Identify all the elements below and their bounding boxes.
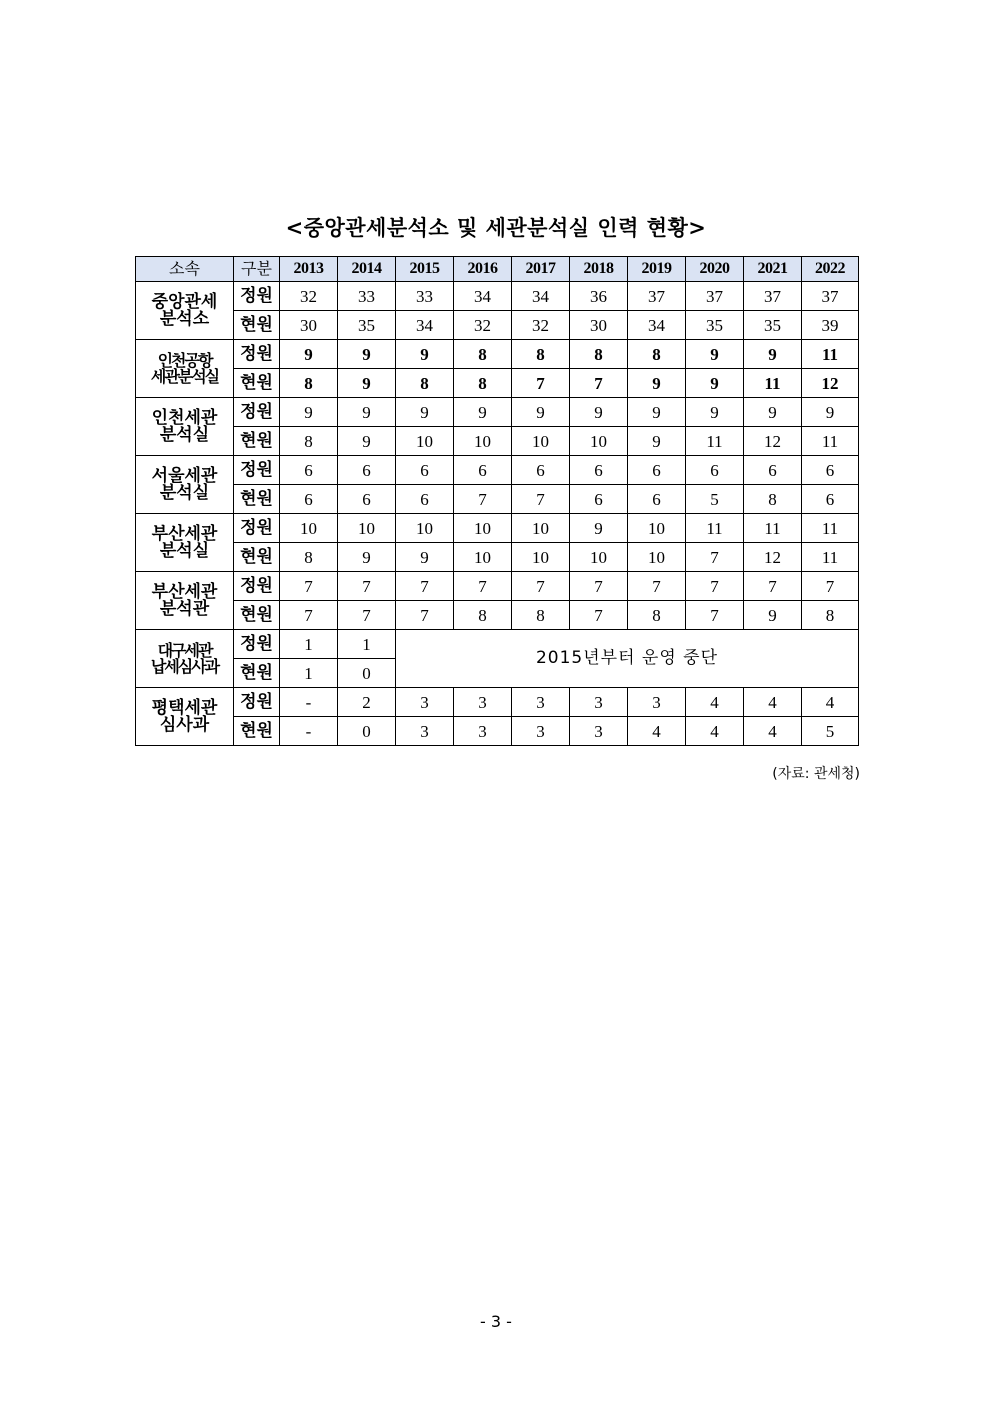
value-cell: 4: [686, 688, 744, 717]
header-year: 2013: [280, 257, 338, 282]
value-cell: 4: [744, 688, 802, 717]
value-cell: 9: [280, 398, 338, 427]
value-cell: 8: [454, 369, 512, 398]
value-cell: 36: [570, 282, 628, 311]
value-cell: 5: [802, 717, 859, 746]
table-row: [136, 282, 859, 311]
value-cell: 3: [396, 717, 454, 746]
value-cell: 34: [512, 282, 570, 311]
table-row: [136, 398, 859, 427]
value-cell: 7: [280, 572, 338, 601]
value-cell: 9: [686, 340, 744, 369]
value-cell: 10: [512, 427, 570, 456]
table-row: [136, 688, 859, 717]
value-cell: 11: [802, 543, 859, 572]
value-cell: 7: [570, 369, 628, 398]
discontinued-note: 2015년부터 운영 중단: [396, 630, 859, 688]
actual-label-cell: 현원: [234, 369, 280, 398]
table-row: [136, 427, 859, 456]
value-cell: 32: [454, 311, 512, 340]
quota-label-cell: 정원: [234, 340, 280, 369]
value-cell: 1: [280, 659, 338, 688]
value-cell: 11: [686, 514, 744, 543]
value-cell: 10: [628, 543, 686, 572]
value-cell: 37: [628, 282, 686, 311]
value-cell: 11: [802, 514, 859, 543]
actual-label-cell: 현원: [234, 485, 280, 514]
quota-label-cell: 정원: [234, 456, 280, 485]
value-cell: 6: [570, 485, 628, 514]
value-cell: 39: [802, 311, 859, 340]
value-cell: 9: [686, 369, 744, 398]
table-row: [136, 543, 859, 572]
value-cell: 7: [628, 572, 686, 601]
value-cell: 3: [570, 688, 628, 717]
value-cell: 10: [454, 427, 512, 456]
value-cell: 6: [280, 485, 338, 514]
value-cell: 7: [512, 485, 570, 514]
quota-label-cell: 정원: [234, 514, 280, 543]
value-cell: 9: [338, 543, 396, 572]
value-cell: 37: [744, 282, 802, 311]
actual-label-cell: 현원: [234, 543, 280, 572]
actual-label-cell: 현원: [234, 659, 280, 688]
value-cell: 33: [396, 282, 454, 311]
value-cell: 6: [686, 456, 744, 485]
table-row: [136, 456, 859, 485]
org-name-cell: 중앙관세 분석소: [136, 282, 234, 340]
quota-label-cell: 정원: [234, 572, 280, 601]
header-row: [136, 257, 859, 282]
value-cell: 32: [512, 311, 570, 340]
value-cell: 7: [744, 572, 802, 601]
table-row: [136, 485, 859, 514]
header-year: 2018: [570, 257, 628, 282]
value-cell: 9: [512, 398, 570, 427]
value-cell: -: [280, 717, 338, 746]
value-cell: 2: [338, 688, 396, 717]
value-cell: 3: [454, 688, 512, 717]
header-kind: 구분: [234, 257, 280, 282]
header-year: 2016: [454, 257, 512, 282]
value-cell: 6: [570, 456, 628, 485]
header-year: 2021: [744, 257, 802, 282]
value-cell: 6: [744, 456, 802, 485]
value-cell: 10: [512, 514, 570, 543]
value-cell: 3: [628, 688, 686, 717]
value-cell: 7: [802, 572, 859, 601]
value-cell: 8: [454, 601, 512, 630]
value-cell: 7: [396, 601, 454, 630]
value-cell: 10: [280, 514, 338, 543]
value-cell: 11: [802, 340, 859, 369]
value-cell: 4: [686, 717, 744, 746]
table-row: [136, 717, 859, 746]
actual-label-cell: 현원: [234, 311, 280, 340]
value-cell: 35: [686, 311, 744, 340]
value-cell: 37: [686, 282, 744, 311]
value-cell: 6: [396, 456, 454, 485]
value-cell: 9: [338, 369, 396, 398]
value-cell: 33: [338, 282, 396, 311]
value-cell: 9: [570, 398, 628, 427]
quota-label-cell: 정원: [234, 688, 280, 717]
value-cell: 30: [280, 311, 338, 340]
quota-label-cell: 정원: [234, 630, 280, 659]
value-cell: 9: [454, 398, 512, 427]
value-cell: 9: [338, 398, 396, 427]
source-note: (자료: 관세청): [772, 766, 860, 782]
header-year: 2015: [396, 257, 454, 282]
value-cell: 7: [512, 572, 570, 601]
org-name-cell: 서울세관 분석실: [136, 456, 234, 514]
value-cell: 6: [512, 456, 570, 485]
value-cell: 9: [338, 340, 396, 369]
value-cell: 8: [396, 369, 454, 398]
value-cell: 10: [628, 514, 686, 543]
value-cell: 6: [338, 485, 396, 514]
value-cell: -: [280, 688, 338, 717]
value-cell: 8: [744, 485, 802, 514]
value-cell: 7: [454, 572, 512, 601]
value-cell: 0: [338, 659, 396, 688]
value-cell: 30: [570, 311, 628, 340]
org-name-cell: 인천세관 분석실: [136, 398, 234, 456]
value-cell: 11: [802, 427, 859, 456]
staffing-table: [135, 256, 859, 746]
value-cell: 10: [512, 543, 570, 572]
value-cell: 8: [280, 543, 338, 572]
table-row: [136, 572, 859, 601]
value-cell: 7: [686, 543, 744, 572]
value-cell: 12: [744, 427, 802, 456]
value-cell: 7: [686, 572, 744, 601]
value-cell: 1: [280, 630, 338, 659]
org-name-cell: 인천공항 세관분석실: [136, 340, 234, 398]
value-cell: 37: [802, 282, 859, 311]
value-cell: 3: [396, 688, 454, 717]
value-cell: 9: [628, 369, 686, 398]
value-cell: 11: [686, 427, 744, 456]
org-name-cell: 대구세관 납세심사과: [136, 630, 234, 688]
value-cell: 34: [396, 311, 454, 340]
value-cell: 7: [280, 601, 338, 630]
value-cell: 0: [338, 717, 396, 746]
value-cell: 8: [512, 601, 570, 630]
value-cell: 8: [628, 601, 686, 630]
value-cell: 7: [396, 572, 454, 601]
value-cell: 7: [686, 601, 744, 630]
quota-label-cell: 정원: [234, 398, 280, 427]
value-cell: 7: [338, 572, 396, 601]
value-cell: 11: [744, 514, 802, 543]
value-cell: 8: [802, 601, 859, 630]
value-cell: 3: [512, 717, 570, 746]
header-year: 2020: [686, 257, 744, 282]
value-cell: 6: [338, 456, 396, 485]
value-cell: 4: [744, 717, 802, 746]
value-cell: 34: [628, 311, 686, 340]
value-cell: 6: [396, 485, 454, 514]
value-cell: 8: [512, 340, 570, 369]
value-cell: 8: [280, 369, 338, 398]
value-cell: 10: [396, 514, 454, 543]
value-cell: 3: [570, 717, 628, 746]
actual-label-cell: 현원: [234, 717, 280, 746]
value-cell: 4: [802, 688, 859, 717]
value-cell: 6: [280, 456, 338, 485]
org-name-cell: 평택세관 심사과: [136, 688, 234, 746]
value-cell: 7: [570, 601, 628, 630]
value-cell: 9: [628, 398, 686, 427]
actual-label-cell: 현원: [234, 427, 280, 456]
value-cell: 10: [454, 543, 512, 572]
header-org: 소속: [136, 257, 234, 282]
page-number: - 3 -: [480, 1312, 512, 1331]
value-cell: 9: [686, 398, 744, 427]
value-cell: 9: [396, 398, 454, 427]
value-cell: 7: [338, 601, 396, 630]
header-year: 2019: [628, 257, 686, 282]
header-year: 2014: [338, 257, 396, 282]
value-cell: 9: [744, 340, 802, 369]
header-year: 2022: [802, 257, 859, 282]
value-cell: 9: [396, 543, 454, 572]
table-row: [136, 601, 859, 630]
table-body: [136, 257, 859, 746]
value-cell: 9: [280, 340, 338, 369]
table-row: [136, 369, 859, 398]
value-cell: 9: [338, 427, 396, 456]
value-cell: 10: [570, 543, 628, 572]
value-cell: 9: [396, 340, 454, 369]
value-cell: 7: [454, 485, 512, 514]
value-cell: 11: [744, 369, 802, 398]
header-year: 2017: [512, 257, 570, 282]
value-cell: 6: [628, 456, 686, 485]
table-row: [136, 630, 859, 659]
value-cell: 8: [628, 340, 686, 369]
value-cell: 10: [396, 427, 454, 456]
table-row: [136, 514, 859, 543]
value-cell: 35: [338, 311, 396, 340]
value-cell: 12: [744, 543, 802, 572]
value-cell: 7: [570, 572, 628, 601]
value-cell: 6: [454, 456, 512, 485]
value-cell: 9: [628, 427, 686, 456]
value-cell: 8: [454, 340, 512, 369]
value-cell: 8: [570, 340, 628, 369]
value-cell: 9: [570, 514, 628, 543]
value-cell: 35: [744, 311, 802, 340]
actual-label-cell: 현원: [234, 601, 280, 630]
value-cell: 9: [744, 398, 802, 427]
org-name-cell: 부산세관 분석실: [136, 514, 234, 572]
table-row: [136, 311, 859, 340]
value-cell: 9: [802, 398, 859, 427]
table-title: <중앙관세분석소 및 세관분석실 인력 현황>: [285, 215, 707, 240]
value-cell: 5: [686, 485, 744, 514]
value-cell: 7: [512, 369, 570, 398]
value-cell: 4: [628, 717, 686, 746]
value-cell: 6: [802, 456, 859, 485]
value-cell: 32: [280, 282, 338, 311]
value-cell: 34: [454, 282, 512, 311]
org-name-cell: 부산세관 분석관: [136, 572, 234, 630]
value-cell: 3: [512, 688, 570, 717]
value-cell: 6: [802, 485, 859, 514]
value-cell: 1: [338, 630, 396, 659]
value-cell: 3: [454, 717, 512, 746]
value-cell: 10: [338, 514, 396, 543]
quota-label-cell: 정원: [234, 282, 280, 311]
value-cell: 6: [628, 485, 686, 514]
value-cell: 10: [454, 514, 512, 543]
value-cell: 9: [744, 601, 802, 630]
value-cell: 10: [570, 427, 628, 456]
value-cell: 12: [802, 369, 859, 398]
value-cell: 8: [280, 427, 338, 456]
table-row: [136, 340, 859, 369]
